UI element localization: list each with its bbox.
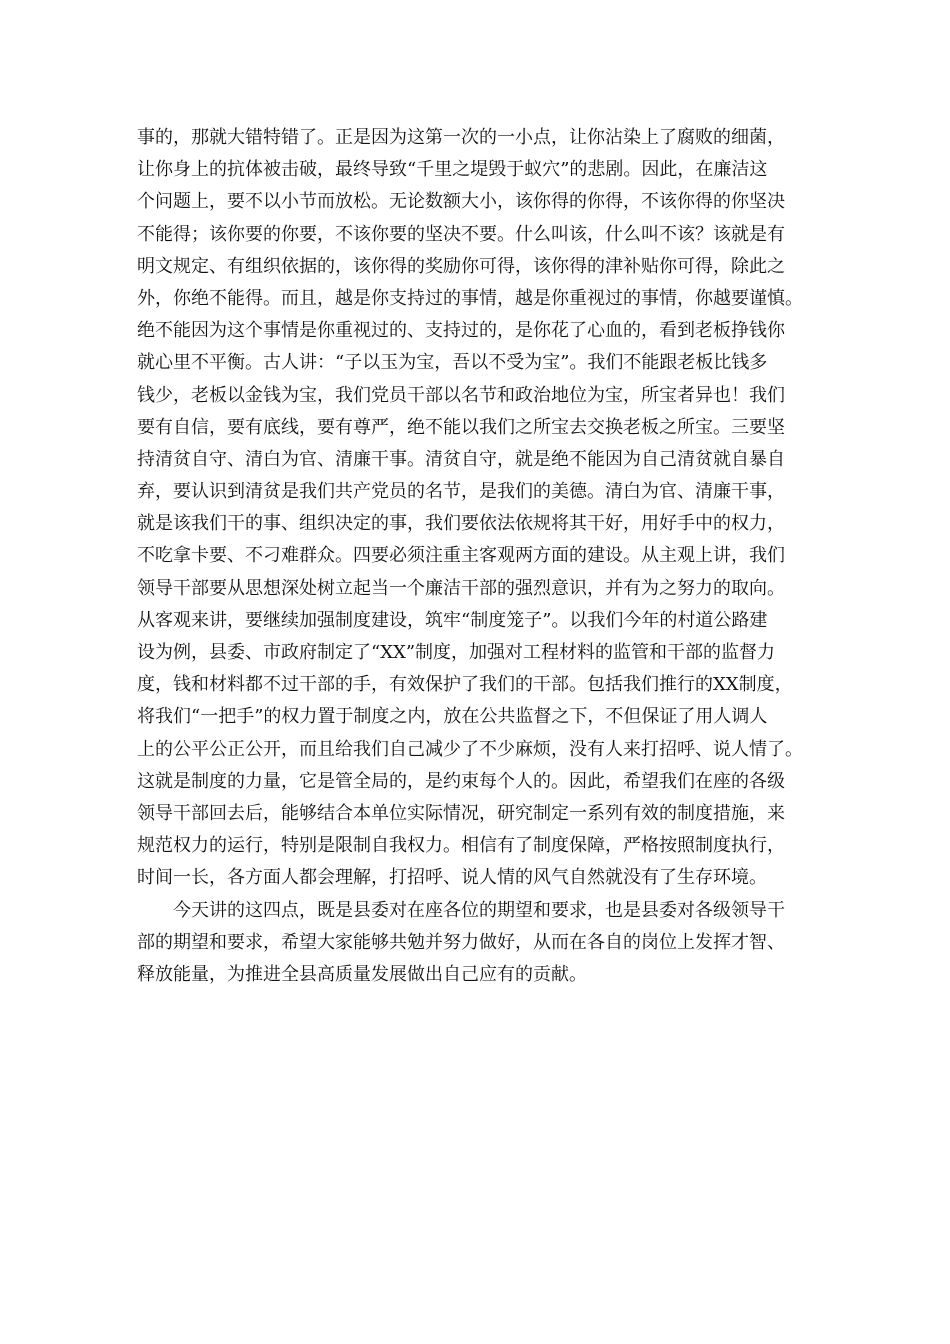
text-line: 持清贫自守、清白为官、清廉干事。清贫自守，就是绝不能因为自己清贫就自暴自 xyxy=(137,448,785,470)
text-line: 度，钱和材料都不过干部的手，有效保护了我们的干部。包括我们推行的XX制度， xyxy=(137,674,793,696)
text-line: 弃，要认识到清贫是我们共产党员的名节，是我们的美德。清白为官、清廉干事， xyxy=(137,481,785,503)
text-line: 将我们“一把手”的权力置于制度之内，放在公共监督之下，不但保证了用人调人 xyxy=(137,706,768,728)
text-line: 这就是制度的力量，它是管全局的，是约束每个人的。因此，希望我们在座的各级 xyxy=(137,770,785,792)
body-text xyxy=(137,122,847,991)
text-line: 要有自信，要有底线，要有尊严，绝不能以我们之所宝去交换老板之所宝。三要坚 xyxy=(137,416,785,438)
text-line: 就是该我们干的事、组织决定的事，我们要依法依规将其干好，用好手中的权力， xyxy=(137,513,785,535)
text-line: 绝不能因为这个事情是你重视过的、支持过的，是你花了心血的，看到老板挣钱你 xyxy=(137,320,785,342)
text-line: 设为例，县委、市政府制定了“XX”制度，加强对工程材料的监管和干部的监督力 xyxy=(137,642,776,663)
text-line: 钱少，老板以金钱为宝，我们党员干部以名节和政治地位为宝，所宝者异也！我们 xyxy=(137,384,785,406)
text-line: 规范权力的运行，特别是限制自我权力。相信有了制度保障，严格按照制度执行， xyxy=(137,835,785,857)
text-line: 明文规定、有组织依据的，该你得的奖励你可得，该你得的津补贴你可得，除此之 xyxy=(137,255,785,277)
text-line: 时间一长，各方面人都会理解，打招呼、说人情的风气自然就没有了生存环境。 xyxy=(137,867,767,889)
text-line: 外，你绝不能得。而且，越是你支持过的事情，越是你重视过的事情，你越要谨慎。 xyxy=(137,287,803,309)
text-line: 个问题上，要不以小节而放松。无论数额大小，该你得的你得，不该你得的你坚决 xyxy=(137,191,785,213)
text-line: 让你身上的抗体被击破，最终导致“千里之堤毁于蚁穴”的悲剧。因此，在廉洁这 xyxy=(137,159,768,181)
text-line: 从客观来讲，要继续加强制度建设，筑牢“制度笼子”。以我们今年的村道公路建 xyxy=(137,609,768,631)
text-line: 部的期望和要求，希望大家能够共勉并努力做好，从而在各自的岗位上发挥才智、 xyxy=(137,931,785,953)
text-line: 事的，那就大错特错了。正是因为这第一次的一小点，让你沾染上了腐败的细菌， xyxy=(137,127,785,148)
paragraph-start-line: 今天讲的这四点，既是县委对在座各位的期望和要求，也是县委对各级领导干 xyxy=(173,899,785,921)
text-line: 领导干部要从思想深处树立起当一个廉洁干部的强烈意识，并有为之努力的取向。 xyxy=(137,577,785,599)
text-line: 不能得；该你要的你要，不该你要的坚决不要。什么叫该，什么叫不该？该就是有 xyxy=(137,223,785,245)
text-line: 不吃拿卡要、不刁难群众。四要必须注重主客观两方面的建设。从主观上讲，我们 xyxy=(137,545,785,567)
text-line: 上的公平公正公开，而且给我们自己减少了不少麻烦，没有人来打招呼、说人情了。 xyxy=(137,738,803,760)
text-line: 释放能量，为推进全县高质量发展做出自己应有的贡献。 xyxy=(137,963,587,985)
text-line: 领导干部回去后，能够结合本单位实际情况，研究制定一系列有效的制度措施，来 xyxy=(137,802,785,824)
text-line: 就心里不平衡。古人讲：“子以玉为宝，吾以不受为宝”。我们不能跟老板比钱多 xyxy=(137,352,768,374)
